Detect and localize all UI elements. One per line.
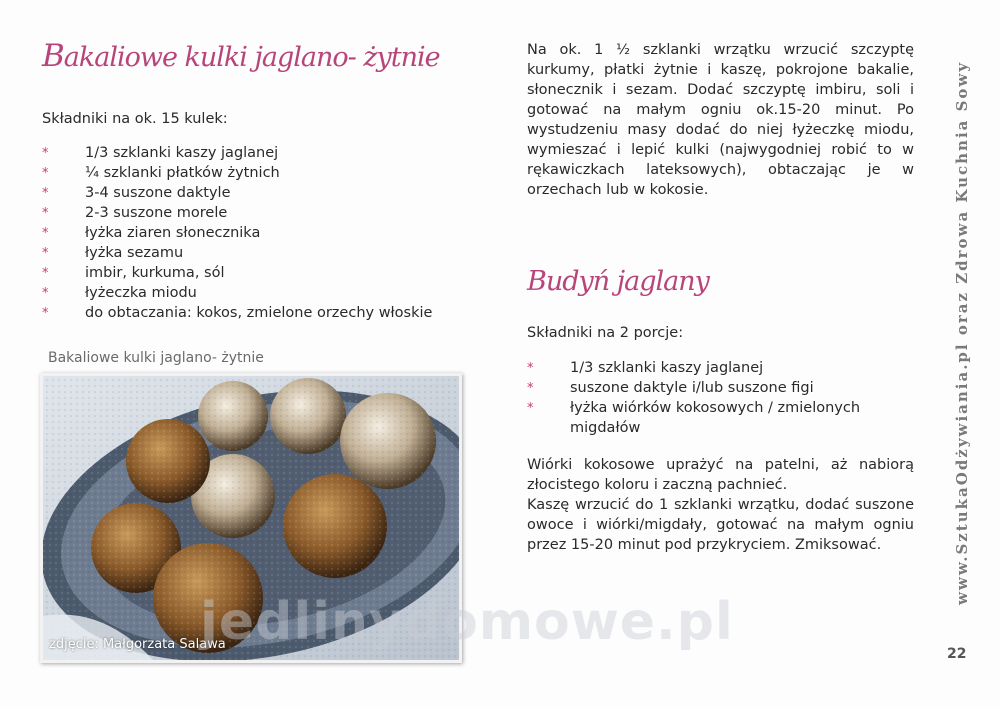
page-number: 22 [947,646,967,662]
bullet-asterisk: * [42,206,49,221]
recipe1-ingredients-heading: Składniki na ok. 15 kulek: [42,111,228,127]
ingredient-text: do obtaczania: kokos, zmielone orzechy włoskie [85,305,433,321]
recipe2-ingredients-heading: Składniki na 2 porcje: [527,325,684,341]
recipe2-ingredient-list [527,358,914,438]
recipe1-ingredient-list [42,143,442,323]
bullet-asterisk: * [42,286,49,301]
ingredient-text: ¼ szklanki płatków żytnich [85,165,280,181]
side-website-text: www.SztukaOdżywiania.pl oraz Zdrowa Kuchnia Sowy [953,60,971,605]
right-column [527,40,914,555]
recipe2-method-step2: Kaszę wrzucić do 1 szklanki wrzątku, dodać suszone owoce i wiórki/migdały, gotować na małym ogniu przez 15-20 minut pod przykryciem. Zmiksować. [527,497,914,553]
recipe1-title-rest: akaliowe kulki jaglano- żytnie [63,42,440,73]
ingredient-text: 2-3 suszone morele [85,205,228,221]
ingredient-item [42,143,442,163]
recipe1-method: Na ok. 1 ½ szklanki wrzątku wrzucić szczyptę kurkumy, płatki żytnie i kaszę, pokrojone bakalie, słonecznik i sezam. Dodać szczyptę imbiru, soli i gotować na małym ogniu ok.15-20 minut. Po wystudzeniu masy dodać do niej łyżeczkę miodu, wymieszać i lepić kulki (najwygodniej robić to w rękawiczkach lateksowych), obtaczając je w orzechach lub w kokosie. [527,42,914,198]
recipe2-method-step1: Wiórki kokosowe uprażyć na patelni, aż nabiorą złocistego koloru i zaczną pachnieć. [527,457,914,493]
ingredient-item [42,163,442,183]
ingredient-text: łyżeczka miodu [85,285,197,301]
photo-caption: Bakaliowe kulki jaglano- żytnie [48,350,264,366]
ingredient-item [527,398,914,438]
bullet-asterisk: * [527,381,534,396]
bullet-asterisk: * [42,306,49,321]
ingredient-text: 1/3 szklanki kaszy jaglanej [570,360,764,376]
ingredient-item [42,203,442,223]
ingredient-text: 3-4 suszone daktyle [85,185,231,201]
bullet-asterisk: * [42,186,49,201]
ingredient-text: 1/3 szklanki kaszy jaglanej [85,145,279,161]
bullet-asterisk: * [42,266,49,281]
bullet-asterisk: * [42,226,49,241]
ingredient-item [527,378,914,398]
ingredient-text: łyżka sezamu [85,245,184,261]
ingredient-item [42,183,442,203]
left-column [42,38,442,323]
ingredient-item [42,283,442,303]
ingredient-item [527,358,914,378]
ingredient-item [42,303,442,323]
ingredient-item [42,263,442,283]
recipe1-title-initial: B [42,38,64,74]
photo-credit: zdjęcie: Małgorzata Salawa [49,637,226,652]
recipe2-title: Budyń jaglany [527,266,709,297]
bullet-asterisk: * [527,401,534,416]
ingredient-text: suszone daktyle i/lub suszone figi [570,380,814,396]
ingredient-text: łyżka wiórków kokosowych / zmielonych migdałów [570,400,861,436]
recipe1-title [42,38,442,74]
bullet-asterisk: * [42,166,49,181]
bullet-asterisk: * [42,146,49,161]
ingredient-item [42,223,442,243]
ingredient-text: imbir, kurkuma, sól [85,265,225,281]
bullet-asterisk: * [42,246,49,261]
ingredient-text: łyżka ziaren słonecznika [85,225,261,241]
site-watermark: jedlinydomowe.pl [200,592,734,652]
ingredient-item [42,243,442,263]
bullet-asterisk: * [527,361,534,376]
